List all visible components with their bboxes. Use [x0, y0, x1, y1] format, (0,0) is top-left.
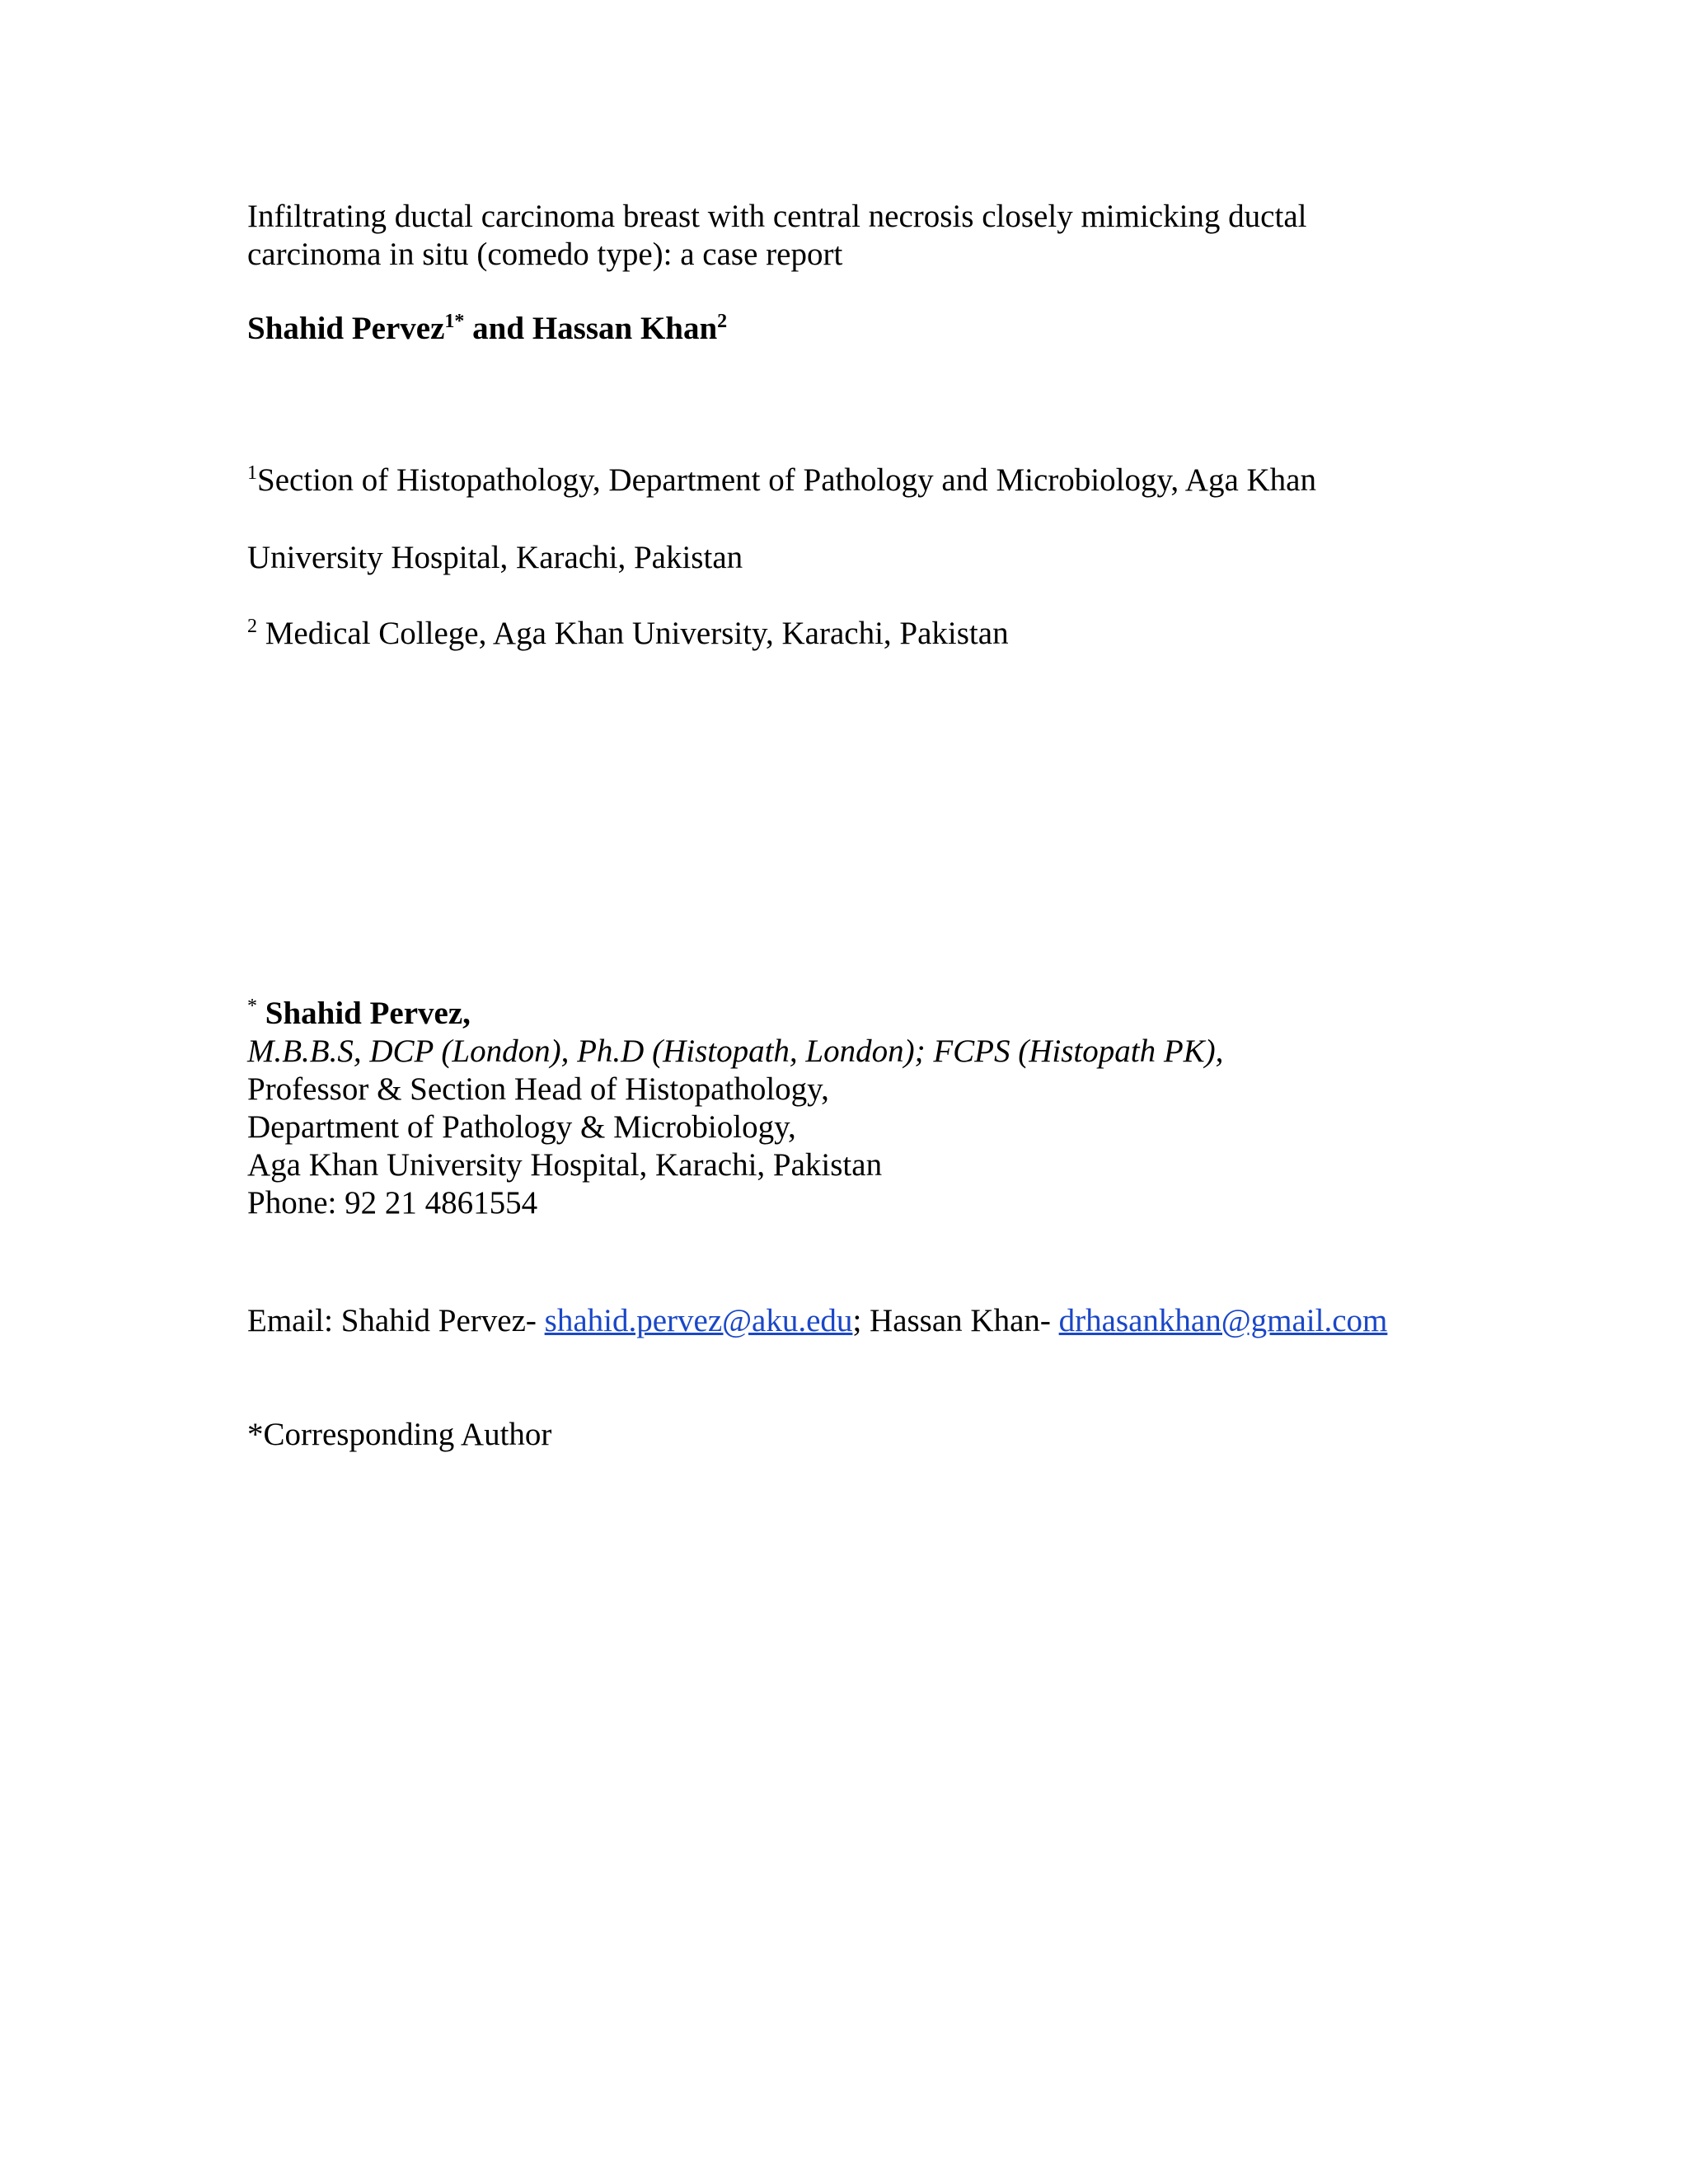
email-middle: ; Hassan Khan- [852, 1303, 1059, 1338]
email-link-shahid[interactable]: shahid.pervez@aku.edu [544, 1303, 853, 1338]
correspondence-department: Department of Pathology & Microbiology, [247, 1109, 796, 1145]
author-2-name: Hassan Khan [532, 311, 718, 346]
title-line-2: carcinoma in situ (comedo type): a case report [247, 237, 843, 272]
correspondence-block [247, 995, 1223, 1222]
author-2-superscript: 2 [717, 311, 728, 332]
affiliation-1-line-1: Section of Histopathology, Department of Pathology and Microbiology, Aga Khan [257, 462, 1316, 498]
corresponding-author-note: *Corresponding Author [247, 1417, 552, 1452]
affiliation-1 [247, 462, 1316, 499]
correspondence-degrees: M.B.B.S, DCP (London), Ph.D (Histopath, London); FCPS (Histopath PK), [247, 1033, 1224, 1069]
author-connector: and [464, 311, 532, 346]
affiliation-1-continued [247, 539, 743, 577]
correspondence-phone: Phone: 92 21 4861554 [247, 1185, 538, 1221]
correspondence-star: * [247, 996, 257, 1017]
author-list [247, 310, 727, 348]
email-line [247, 1302, 1387, 1340]
affiliation-1-line-2: University Hospital, Karachi, Pakistan [247, 540, 743, 575]
email-prefix: Email: Shahid Pervez- [247, 1303, 545, 1338]
affiliation-2 [247, 615, 1009, 653]
title-line-1: Infiltrating ductal carcinoma breast with central necrosis closely mimicking ductal [247, 199, 1307, 234]
affiliation-1-superscript: 1 [247, 462, 257, 484]
author-1-name: Shahid Pervez [247, 311, 445, 346]
correspondence-position: Professor & Section Head of Histopathology, [247, 1071, 829, 1107]
author-1-superscript: 1* [444, 311, 465, 332]
paper-title [247, 198, 1306, 274]
correspondence-name: Shahid Pervez, [257, 996, 471, 1031]
correspondence-name-line [247, 995, 1223, 1033]
affiliation-2-text: Medical College, Aga Khan University, Karachi, Pakistan [257, 616, 1009, 651]
correspondence-institution: Aga Khan University Hospital, Karachi, Pakistan [247, 1147, 883, 1183]
email-link-hassan[interactable]: drhasankhan@gmail.com [1058, 1303, 1388, 1338]
affiliation-2-superscript: 2 [247, 616, 257, 637]
